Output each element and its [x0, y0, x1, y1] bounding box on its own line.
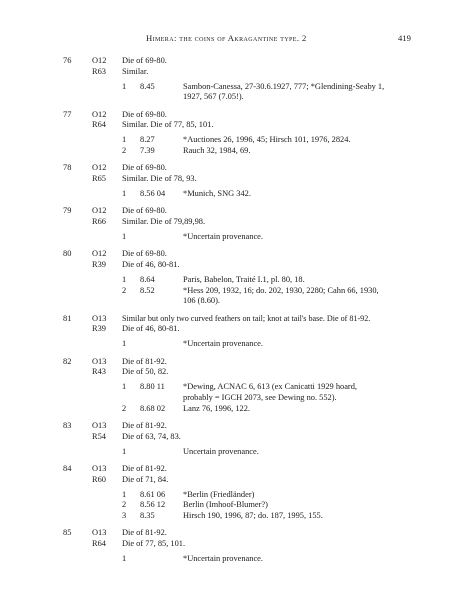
- reverse-die: R39: [92, 259, 106, 269]
- specimen-provenance: *Hess 209, 1932, 16; do. 202, 1930, 2280; Cahn 66, 1930, 106 (8.60).: [183, 285, 379, 306]
- obverse-line: [0, 56, 460, 67]
- specimen-provenance: *Munich, SNG 342.: [183, 188, 251, 198]
- obverse-description: Die of 81-92.: [122, 528, 167, 538]
- specimen-index: 1: [122, 339, 127, 349]
- entry-number: 83: [63, 421, 72, 431]
- specimen-weight: 8.35: [140, 511, 155, 521]
- running-header: [0, 33, 460, 47]
- specimen-index: 1: [122, 231, 127, 241]
- catalogue-entry: [0, 56, 460, 103]
- specimen-provenance: *Uncertain provenance.: [183, 553, 263, 563]
- reverse-description: Die of 77, 85, 101.: [122, 539, 186, 549]
- obverse-die: O13: [92, 528, 107, 538]
- reverse-description: Die of 71, 84.: [122, 474, 169, 484]
- specimen-index: 1: [122, 553, 127, 563]
- obverse-description: Die of 69-80.: [122, 163, 167, 173]
- specimen-row: [0, 382, 460, 404]
- catalogue-entry: [0, 528, 460, 564]
- specimen-weight: 7.39: [140, 146, 155, 156]
- entry-number: 81: [63, 313, 72, 323]
- reverse-line: [0, 324, 460, 335]
- catalogue-entry: [0, 421, 460, 457]
- specimen-row: [0, 232, 460, 243]
- reverse-line: [0, 120, 460, 131]
- catalogue-entries: [0, 56, 460, 571]
- obverse-description: Die of 81-92.: [122, 356, 167, 366]
- specimen-index: 2: [122, 500, 127, 510]
- obverse-description: Die of 69-80.: [122, 249, 167, 259]
- reverse-die: R64: [92, 120, 106, 130]
- entry-number: 79: [63, 206, 72, 216]
- specimen-list: [0, 490, 460, 522]
- specimen-row: [0, 447, 460, 458]
- specimen-weight: 8.61 06: [140, 489, 166, 499]
- specimen-list: [0, 339, 460, 350]
- specimen-provenance: *Berlin (Friedländer): [183, 489, 255, 499]
- reverse-line: [0, 174, 460, 185]
- reverse-description: Similar. Die of 77, 85, 101.: [122, 120, 214, 130]
- obverse-die: O13: [92, 356, 107, 366]
- catalogue-entry: [0, 110, 460, 157]
- reverse-die: R64: [92, 539, 106, 549]
- specimen-index: 2: [122, 146, 127, 156]
- specimen-list: [0, 554, 460, 565]
- specimen-row: [0, 275, 460, 286]
- reverse-line: [0, 67, 460, 78]
- reverse-description: Die of 46, 80-81.: [122, 259, 180, 269]
- specimen-weight: 8.80 11: [140, 382, 165, 392]
- reverse-line: [0, 432, 460, 443]
- entry-number: 85: [63, 528, 72, 538]
- obverse-description: Die of 69-80.: [122, 206, 167, 216]
- obverse-line: [0, 110, 460, 121]
- obverse-die: O12: [92, 249, 107, 259]
- obverse-description: Similar but only two curved feathers on tail; knot at tail's base. Die of 81-92.: [122, 313, 371, 323]
- running-title: Himera: the coins of Akragantine type. 2: [146, 33, 307, 43]
- specimen-index: 1: [122, 274, 127, 284]
- reverse-description: Die of 63, 74, 83.: [122, 431, 181, 441]
- obverse-description: Die of 69-80.: [122, 56, 167, 65]
- entry-number: 76: [63, 56, 72, 65]
- specimen-row: [0, 135, 460, 146]
- reverse-description: Similar. Die of 78, 93.: [122, 174, 197, 184]
- reverse-line: [0, 475, 460, 486]
- reverse-die: R39: [92, 324, 106, 334]
- reverse-die: R66: [92, 217, 106, 227]
- specimen-weight: 8.68 02: [140, 403, 166, 413]
- obverse-line: [0, 163, 460, 174]
- obverse-die: O12: [92, 163, 107, 173]
- reverse-die: R65: [92, 174, 106, 184]
- specimen-weight: 8.27: [140, 135, 155, 145]
- reverse-line: [0, 260, 460, 271]
- specimen-row: [0, 286, 460, 308]
- reverse-description: Die of 50, 82.: [122, 367, 169, 377]
- specimen-list: [0, 232, 460, 243]
- specimen-provenance: Uncertain provenance.: [183, 446, 259, 456]
- reverse-line: [0, 367, 460, 378]
- specimen-list: [0, 82, 460, 104]
- specimen-index: 2: [122, 285, 127, 295]
- obverse-line: [0, 249, 460, 260]
- specimen-index: 1: [122, 135, 127, 145]
- specimen-weight: 8.52: [140, 285, 155, 295]
- entry-number: 80: [63, 249, 72, 259]
- specimen-weight: 8.45: [140, 81, 155, 91]
- specimen-provenance: *Dewing, ACNAC 6, 613 (ex Canicatti 1929 hoard, probably = IGCH 2073, see Dewing no. 552).: [183, 382, 357, 402]
- specimen-row: [0, 189, 460, 200]
- specimen-list: [0, 447, 460, 458]
- specimen-row: [0, 500, 460, 511]
- specimen-list: [0, 135, 460, 157]
- specimen-index: 1: [122, 446, 127, 456]
- catalogue-entry: [0, 163, 460, 199]
- specimen-list: [0, 382, 460, 414]
- specimen-provenance: *Uncertain provenance.: [183, 231, 263, 241]
- specimen-weight: 8.64: [140, 274, 155, 284]
- catalogue-entry: [0, 357, 460, 415]
- specimen-row: [0, 554, 460, 565]
- page-number: 419: [398, 33, 411, 43]
- obverse-die: O12: [92, 109, 107, 119]
- obverse-description: Die of 81-92.: [122, 463, 167, 473]
- specimen-list: [0, 275, 460, 307]
- specimen-index: 2: [122, 403, 127, 413]
- reverse-line: [0, 539, 460, 550]
- catalogue-entry: [0, 314, 460, 350]
- obverse-line: [0, 421, 460, 432]
- specimen-index: 1: [122, 188, 127, 198]
- specimen-row: [0, 511, 460, 522]
- specimen-row: [0, 404, 460, 415]
- reverse-die: R43: [92, 367, 106, 377]
- specimen-list: [0, 189, 460, 200]
- reverse-description: Similar. Die of 79,89,98.: [122, 217, 206, 227]
- reverse-die: R60: [92, 474, 106, 484]
- reverse-line: [0, 217, 460, 228]
- catalogue-entry: [0, 206, 460, 242]
- reverse-die: R54: [92, 431, 106, 441]
- specimen-provenance: Lanz 76, 1996, 122.: [183, 403, 250, 413]
- entry-number: 84: [63, 463, 72, 473]
- catalogue-entry: [0, 249, 460, 307]
- obverse-die: O13: [92, 463, 107, 473]
- specimen-weight: 8.56 12: [140, 500, 166, 510]
- obverse-line: [0, 357, 460, 368]
- reverse-description: Similar.: [122, 66, 149, 76]
- specimen-index: 1: [122, 489, 127, 499]
- obverse-description: Die of 69-80.: [122, 109, 167, 119]
- specimen-provenance: *Uncertain provenance.: [183, 339, 263, 349]
- obverse-description: Die of 81-92.: [122, 421, 167, 431]
- obverse-die: O13: [92, 313, 107, 323]
- entry-number: 77: [63, 109, 72, 119]
- reverse-description: Die of 46, 80-81.: [122, 324, 180, 334]
- specimen-provenance: *Auctiones 26, 1996, 45; Hirsch 101, 1976, 2824.: [183, 135, 351, 145]
- specimen-provenance: Hirsch 190, 1996, 87; do. 187, 1995, 155.: [183, 511, 323, 521]
- catalogue-entry: [0, 464, 460, 522]
- specimen-provenance: Paris, Babelon, Traité I.1, pl. 80, 18.: [183, 274, 305, 284]
- specimen-row: [0, 146, 460, 157]
- obverse-die: O12: [92, 56, 107, 65]
- entry-number: 82: [63, 356, 72, 366]
- specimen-provenance: Berlin (Imhoof-Blumer?): [183, 500, 268, 510]
- specimen-index: 1: [122, 382, 127, 392]
- entry-number: 78: [63, 163, 72, 173]
- obverse-line: [0, 206, 460, 217]
- obverse-line: [0, 528, 460, 539]
- reverse-die: R63: [92, 66, 106, 76]
- obverse-die: O12: [92, 206, 107, 216]
- specimen-row: [0, 339, 460, 350]
- specimen-index: 3: [122, 511, 127, 521]
- specimen-provenance: Sambon-Canessa, 27-30.6.1927, 777; *Glendining-Seaby 1, 1927, 567 (7.05!).: [183, 81, 385, 102]
- specimen-row: [0, 82, 460, 104]
- specimen-weight: 8.56 04: [140, 188, 166, 198]
- obverse-line: [0, 464, 460, 475]
- obverse-die: O13: [92, 421, 107, 431]
- obverse-line: [0, 314, 460, 325]
- specimen-row: [0, 490, 460, 501]
- specimen-provenance: Rauch 32, 1984, 69.: [183, 146, 251, 156]
- specimen-index: 1: [122, 81, 127, 91]
